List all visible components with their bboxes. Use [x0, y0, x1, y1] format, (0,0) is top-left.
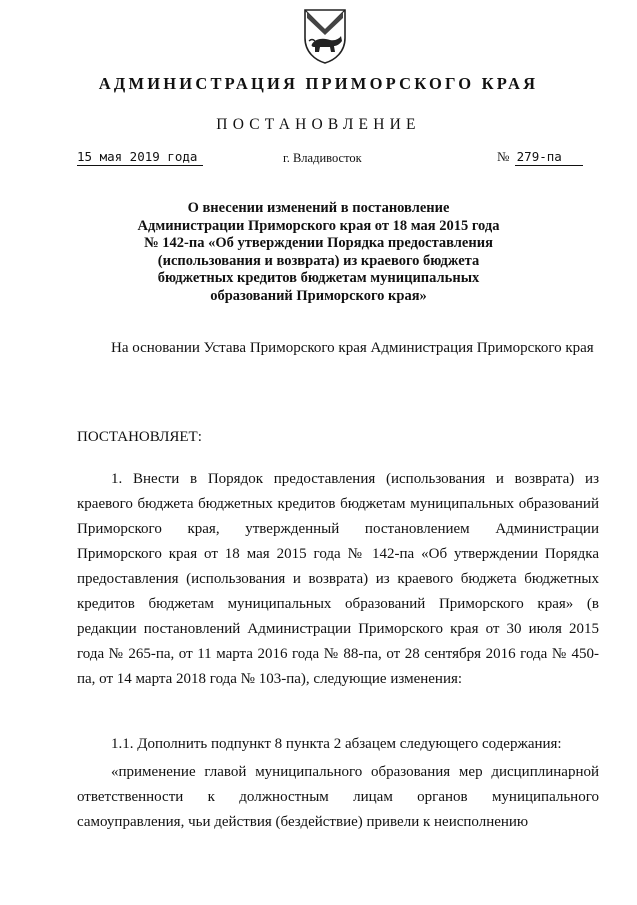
document-city: г. Владивосток	[283, 151, 362, 165]
heading-line: образований Приморского края»	[210, 287, 427, 304]
document-number	[497, 149, 583, 166]
number-value: 279-па	[515, 149, 583, 166]
heading-line: Администрации Приморского края от 18 мая 2015 года	[137, 217, 500, 234]
heading-line: бюджетных кредитов бюджетам муниципальных	[157, 270, 480, 286]
item-1-1-paragraph: 1.1. Дополнить подпункт 8 пункта 2 абзацем следующего содержания:	[111, 736, 562, 752]
heading-line: (использования и возврата) из краевого бюджета	[157, 252, 480, 269]
number-sign: №	[497, 149, 510, 164]
item-1-paragraph: 1. Внести в Порядок предоставления (использования и возврата) из краевого бюджета бюджетных кредитов бюджетам муниципальных образований Приморского края, утвержденный постановлением Администрации Приморского края от 18 мая 2015 года № 142-па «Об утверждении Порядка предоставления (использования и возврата) из краевого бюджета бюджетных кредитов бюджетам муниципальных образований Приморского края» (в редакции постановлений Администрации Приморского края от 30 июля 2015 года № 265-па, от 11 марта 2016 года № 88-па, от 28 сентября 2016 года № 450-па, от 14 марта 2018 года № 103-па), следующие изменения:	[77, 471, 599, 687]
heading-line: № 142-па «Об утверждении Порядка предоставления	[144, 235, 493, 251]
resolves-paragraph: ПОСТАНОВЛЯЕТ:	[77, 429, 202, 445]
heading-line: О внесении изменений в постановление	[187, 200, 450, 216]
basis-paragraph: На основании Устава Приморского края Администрация Приморского края	[111, 340, 594, 356]
document-date: 15 мая 2019 года	[77, 149, 203, 166]
document-heading	[100, 200, 537, 305]
document-type: ПОСТАНОВЛЕНИЕ	[216, 116, 421, 133]
coat-of-arms-icon	[302, 8, 348, 64]
quote-paragraph: «применение главой муниципального образования мер дисциплинарной ответственности к должностным лицам органов муниципального самоуправления, чьи действия (бездействие) привели к неисполнению	[77, 764, 599, 830]
organization-title: АДМИНИСТРАЦИЯ ПРИМОРСКОГО КРАЯ	[98, 74, 539, 93]
